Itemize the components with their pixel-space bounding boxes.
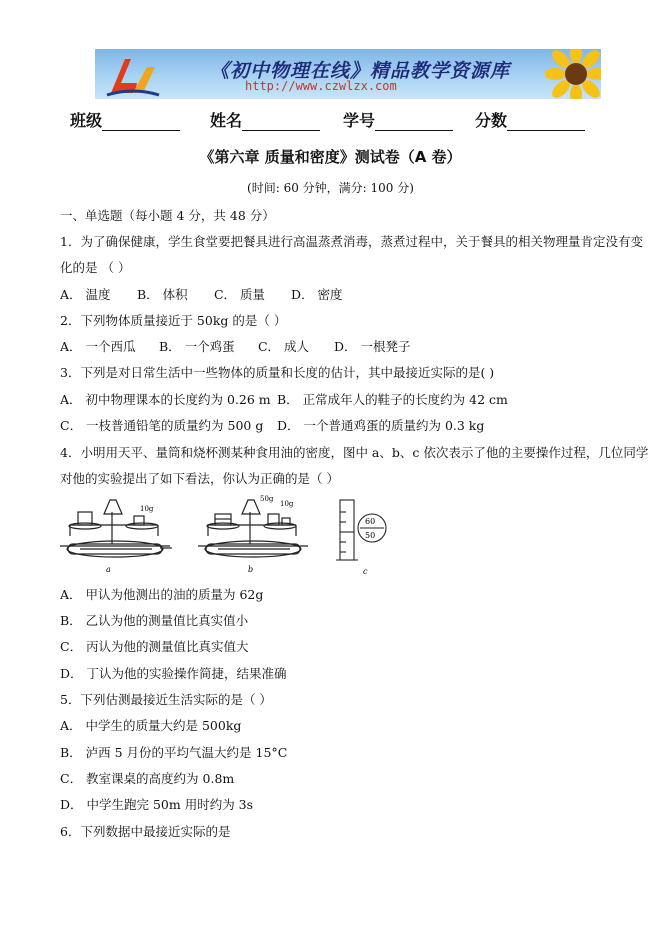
figure-a-caption: a [106,565,111,574]
name-field [210,108,320,131]
q2-option-a[interactable]: A． 一个西瓜 [60,339,136,354]
class-blank[interactable] [102,114,180,131]
section-heading: 一、单选题（每小题 4 分，共 48 分） [60,208,275,223]
sunflower-icon [545,49,601,99]
header-banner [95,49,601,99]
q3-option-a[interactable]: A． 初中物理课本的长度约为 0.26 m [60,392,271,407]
q3-option-b[interactable]: B． 正常成年人的鞋子的长度约为 42 cm [276,392,508,407]
name-blank[interactable] [242,114,320,131]
exam-subtitle: (时间: 60 分钟，满分: 100 分) [247,181,414,195]
score-field [475,108,585,131]
q4-experiment-figure [60,492,400,577]
figure-a-weight-label: 10g [140,505,154,513]
figure-b-weight-10g-label: 10g [280,500,294,508]
q1-option-a[interactable]: A． 温度 [60,287,111,302]
q3-options-row1 [60,390,508,408]
cylinder-reading-60: 60 [365,517,376,526]
banner-title: 《初中物理在线》精品教学资源库 [210,60,511,82]
q3-options-row2 [60,416,484,434]
q4-option-d[interactable]: D． 丁认为他的实验操作简捷，结果准确 [60,666,287,681]
figure-b-weight-50g-label: 50g [260,495,274,503]
class-label: 班级 [70,111,103,130]
q2-option-b[interactable]: B． 一个鸡蛋 [158,339,235,354]
figure-c-caption: c [363,567,368,576]
q3-option-c[interactable]: C． 一枝普通铅笔的质量约为 500 g [60,418,264,433]
figure-b-caption: b [248,565,254,574]
q2-stem: 2．下列物体质量接近于 50kg 的是（ ） [60,313,287,328]
name-label: 姓名 [210,111,243,130]
score-blank[interactable] [507,114,585,131]
q1-stem-line1: 1．为了确保健康，学生食堂要把餐具进行高温蒸煮消毒，蒸煮过程中，关于餐具的相关物理量肯定没有变 [60,234,643,249]
figure-c-cylinder [336,500,386,560]
q3-stem: 3．下列是对日常生活中一些物体的质量和长度的估计，其中最接近实际的是( ) [60,365,495,380]
class-field [70,108,180,131]
figure-a-balance [60,500,172,557]
banner-url: http://www.czwlzx.com [245,79,397,93]
q4-stem-line1: 4．小明用天平、量筒和烧杯测某种食用油的密度，图中 a、b、c 依次表示了他的主要操作过程，几位同学 [60,445,649,460]
q1-option-d[interactable]: D． 密度 [290,287,343,302]
q1-options [60,285,342,303]
q4-option-b[interactable]: B． 乙认为他的测量值比真实值小 [60,613,249,628]
q5-option-c[interactable]: C． 教室课桌的高度约为 0.8m [60,771,235,786]
q2-option-d[interactable]: D． 一根凳子 [333,339,411,354]
exam-title: 《第六章 质量和密度》测试卷（A 卷） [199,148,462,166]
q1-option-b[interactable]: B． 体积 [136,287,188,302]
q2-options [60,337,410,355]
q4-option-c[interactable]: C． 丙认为他的测量值比真实值大 [60,639,249,654]
q6-stem: 6．下列数据中最接近实际的是 [60,824,231,839]
site-logo-icon [103,53,163,97]
q3-option-d[interactable]: D． 一个普通鸡蛋的质量约为 0.3 kg [276,418,485,433]
q4-option-a[interactable]: A． 甲认为他测出的油的质量为 62g [60,587,264,602]
q5-option-a[interactable]: A． 中学生的质量大约是 500kg [60,718,242,733]
student-info-row [60,108,620,132]
q5-option-d[interactable]: D． 中学生跑完 50m 用时约为 3s [60,797,254,812]
q4-stem-line2: 对他的实验提出了如下看法，你认为正确的是（ ） [60,471,339,486]
figure-b-balance [198,500,308,557]
q5-option-b[interactable]: B． 泸西 5 月份的平均气温大约是 15°C [60,745,288,760]
score-label: 分数 [475,111,508,130]
cylinder-reading-50: 50 [365,531,376,540]
q1-stem-line2: 化的是 （ ） [60,260,131,275]
q5-stem: 5．下列估测最接近生活实际的是（ ） [60,692,272,707]
q2-option-c[interactable]: C． 成人 [257,339,310,354]
id-blank[interactable] [375,114,453,131]
q1-option-c[interactable]: C． 质量 [213,287,266,302]
student-id-field [343,108,453,131]
id-label: 学号 [343,111,376,130]
